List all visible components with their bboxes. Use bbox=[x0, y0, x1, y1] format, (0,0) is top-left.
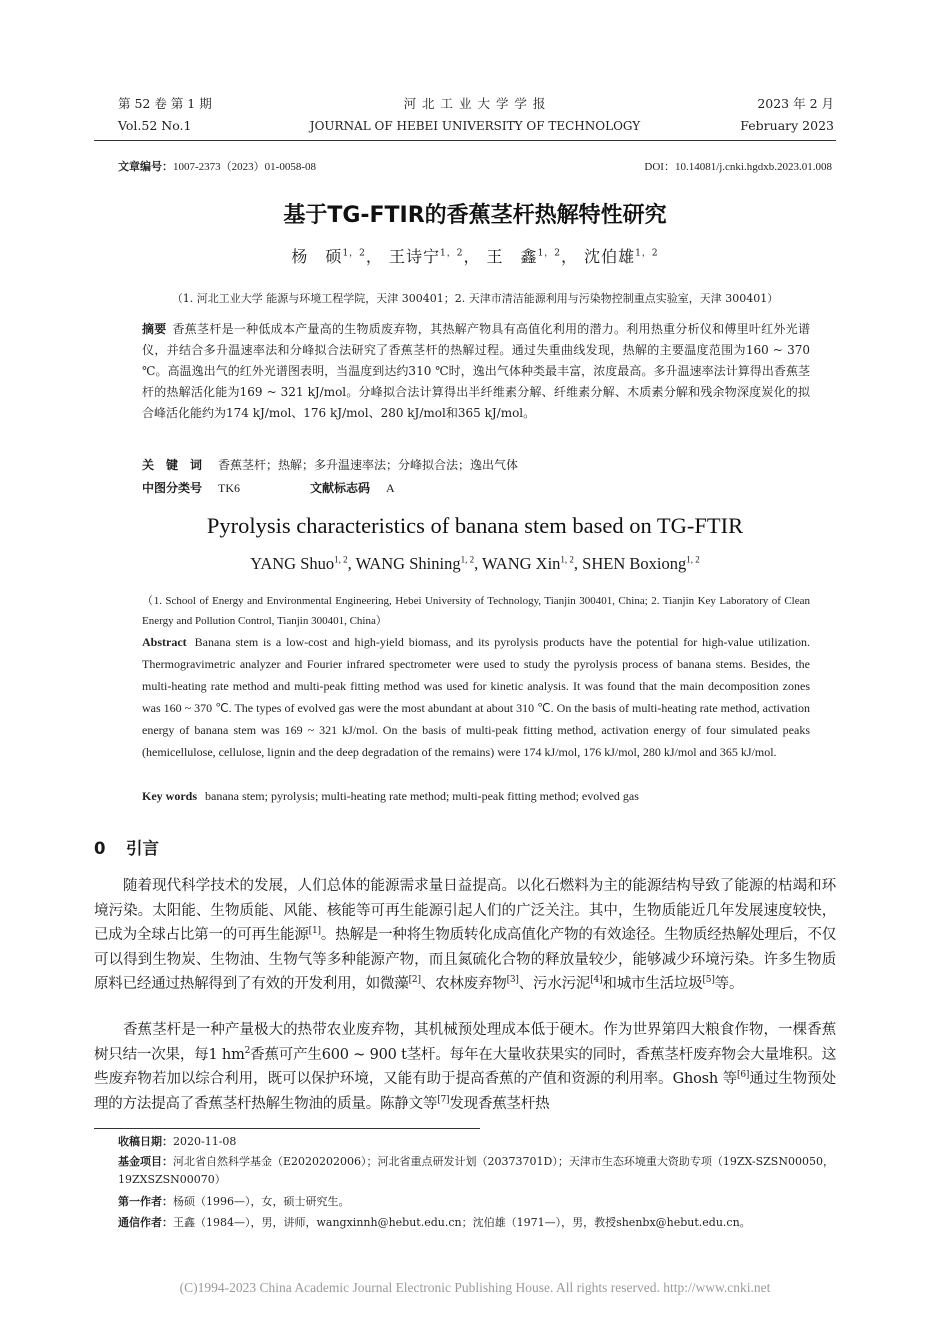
classification-row bbox=[142, 479, 395, 496]
article-number-value: 1007-2373（2023）01-0058-08 bbox=[173, 161, 316, 173]
issue-date-cn: 2023 年 2 月 bbox=[757, 96, 834, 111]
keywords-cn-label: 关 键 词 bbox=[142, 458, 203, 472]
body-paragraph: 香蕉茎杆是一种产量极大的热带农业废弃物，其机械预处理成本低于硬木。作为世界第四大粮食作物，一棵香蕉树只结一次果，每1 $hm^2$香蕉可产生600 ~ 900 t茎杆。每年在大量收获果实的同时，香蕉茎杆废弃物会大量堆积。这些废弃物若加以综合利用，既可以保护环境，又能有助于提高香蕉的产值和资源的利用率。Ghosh 等[6]通过生物预处理的方法提高了香蕉茎杆热解生物油的质量。陈静文等[7]发现香蕉茎杆热 bbox=[94, 1022, 837, 1112]
keywords-en-label: Key words bbox=[142, 789, 197, 803]
journal-title-cn: 河 北 工 业 大 学 学 报 bbox=[403, 96, 547, 111]
issue-date-en: February 2023 bbox=[740, 118, 834, 133]
keywords-cn bbox=[142, 456, 518, 473]
footnote-funding: 基金项目：河北省自然科学基金（E2020202006）；河北省重点研发计划（20373701D）；天津市生态环境重大资助专项（19ZX-SZSN00050，19ZXSZSN00070） bbox=[118, 1155, 834, 1186]
abstract-en-label: Abstract bbox=[142, 635, 187, 649]
doc-code-value: A bbox=[386, 481, 395, 495]
article-number-label: 文章编号： bbox=[118, 161, 173, 173]
author-en: WANG Shining$^{1, 2}$ bbox=[355, 554, 475, 573]
article-number bbox=[118, 158, 316, 174]
author-cn: 王 鑫$^{1,2}$ bbox=[486, 247, 562, 266]
footnote-first-author: 第一作者：杨硕（1996—），女，硕士研究生。 bbox=[118, 1195, 350, 1208]
affiliation-cn: （1. 河北工业大学 能源与环境工程学院，天津 300401；2. 天津市清洁能源利用与污染物控制重点实验室，天津 300401） bbox=[171, 292, 779, 305]
author-en: WANG Xin$^{1, 2}$ bbox=[482, 554, 574, 573]
keywords-en bbox=[142, 785, 810, 807]
abstract-cn-label: 摘要 bbox=[142, 322, 167, 336]
doi: DOI：10.14081/j.cnki.hgdxb.2023.01.008 bbox=[644, 161, 832, 173]
citation: [4] bbox=[590, 975, 603, 986]
citation: [5] bbox=[702, 975, 715, 986]
clc-label: 中图分类号 bbox=[142, 481, 203, 495]
keywords-cn-text: 香蕉茎杆；热解；多升温速率法；分峰拟合法；逸出气体 bbox=[218, 458, 519, 472]
footnote-rule bbox=[94, 1128, 480, 1129]
header-rule bbox=[94, 140, 836, 141]
copyright-notice: (C)1994-2023 China Academic Journal Electronic Publishing House. All rights reserved. http://www.cnki.net bbox=[179, 1280, 771, 1295]
abstract-cn-text: 香蕉茎杆是一种低成本产量高的生物质废弃物，其热解产物具有高值化利用的潜力。利用热重分析仪和傅里叶红外光谱仪，并结合多升温速率法和分峰拟合法研究了香蕉茎杆的热解过程。通过失重曲线发现，热解的主要温度范围为160 ~ 370 ℃。高温逸出气的红外光谱图表明，当温度到达约310 ℃时，逸出气体种类最丰富，浓度最高。多升温速率法计算得出香蕉茎杆的热解活化能为169 ~ 321 kJ/mol。分峰拟合法计算得出半纤维素分解、纤维素分解、木质素分解和残余物深度炭化的拟合峰活化能约为174 kJ/mol、176 kJ/mol、280 kJ/mol和365 kJ/mol。 bbox=[142, 322, 810, 420]
author-cn: 王诗宁$^{1,2}$ bbox=[388, 247, 464, 266]
citation: [1] bbox=[308, 926, 321, 937]
superscript: 2 bbox=[244, 1045, 251, 1056]
section-number: 0 bbox=[94, 839, 106, 858]
author-en: YANG Shuo$^{1, 2}$ bbox=[250, 554, 348, 573]
keywords-en-text: banana stem; pyrolysis; multi-heating rate method; multi-peak fitting method; evolved gas bbox=[205, 789, 639, 803]
authors-cn: 杨 硕$^{1,2}$， 王诗宁$^{1,2}$， 王 鑫$^{1,2}$， 沈伯雄$^{1,2}$ bbox=[291, 247, 659, 266]
authors-en: YANG Shuo$^{1, 2}$, WANG Shining$^{1, 2}$, WANG Xin$^{1, 2}$, SHEN Boxiong$^{1, 2}$ bbox=[250, 554, 700, 573]
journal-title-en: JOURNAL OF HEBEI UNIVERSITY OF TECHNOLOGY bbox=[309, 119, 641, 133]
author-cn: 沈伯雄$^{1,2}$ bbox=[584, 247, 659, 266]
volume-en: Vol.52 No.1 bbox=[118, 118, 192, 133]
affiliation-en: （1. School of Energy and Environmental Engineering, Hebei University of Technology, Tianjin 300401, China; 2. Tianjin Key Laboratory of Clean Energy and Pollution Control, Tianjin 300401, China） bbox=[142, 595, 810, 627]
abstract-cn bbox=[142, 319, 810, 424]
abstract-en bbox=[142, 631, 810, 763]
section-title: 引言 bbox=[126, 839, 159, 858]
doc-code-label: 文献标志码 bbox=[310, 481, 371, 495]
author-en: SHEN Boxiong$^{1, 2}$ bbox=[582, 554, 700, 573]
clc-value: TK6 bbox=[218, 481, 241, 495]
footnote-corresponding: 通信作者：王鑫（1984—），男，讲师，wangxinnh@hebut.edu.cn；沈伯雄（1971—），男，教授shenbx@hebut.edu.cn。 bbox=[118, 1216, 751, 1229]
footnote-received: 收稿日期：2020-11-08 bbox=[118, 1135, 237, 1148]
author-cn: 杨 硕$^{1,2}$ bbox=[291, 247, 366, 266]
citation: [7] bbox=[437, 1094, 450, 1105]
section-heading bbox=[94, 835, 159, 859]
volume-cn: 第 52 卷 第 1 期 bbox=[118, 96, 212, 111]
paper-title-cn: 基于TG-FTIR的香蕉茎杆热解特性研究 bbox=[283, 203, 667, 228]
abstract-en-text: Banana stem is a low-cost and high-yield biomass, and its pyrolysis products have the potential for high-value utilization. Thermogravimetric analyzer and Fourier infrared spectrometer were used to study the pyrolysis process of banana stems. Besides, the multi-heating rate method and multi-peak fitting method was used for kinetic analysis. It was found that the main decomposition zones was 160 ~ 370 ℃. The types of evolved gas were the most abundant at about 310 ℃. On the basis of multi-heating rate method, activation energy of banana stem was 169 ~ 321 kJ/mol. On the basis of multi-peak fitting method, activation energy of four simulated peaks (hemicellulose, cellulose, lignin and the deep degradation of the remains) were 174 kJ/mol, 176 kJ/mol, 280 kJ/mol and 365 kJ/mol. bbox=[142, 635, 810, 759]
citation: [3] bbox=[506, 975, 519, 986]
citation: [2] bbox=[408, 975, 421, 986]
citation: [6] bbox=[737, 1070, 750, 1081]
body-paragraph: 随着现代科学技术的发展，人们总体的能源需求量日益提高。以化石燃料为主的能源结构导致了能源的枯竭和环境污染。太阳能、生物质能、风能、核能等可再生能源引起人们的广泛关注。其中，生物质能近几年发展速度较快，已成为全球占比第一的可再生能源[1]。热解是一种将生物质转化成高值化产物的有效途径。生物质经热解处理后，不仅可以得到生物炭、生物油、生物气等多种能源产物，而且氮硫化合物的释放量较少，能够减少环境污染。许多生物质原料已经通过热解得到了有效的开发利用，如微藻[2]、农林废弃物[3]、污水污泥[4]和城市生活垃圾[5]等。 bbox=[94, 878, 837, 992]
paper-title-en: Pyrolysis characteristics of banana stem based on TG-FTIR bbox=[206, 513, 744, 538]
